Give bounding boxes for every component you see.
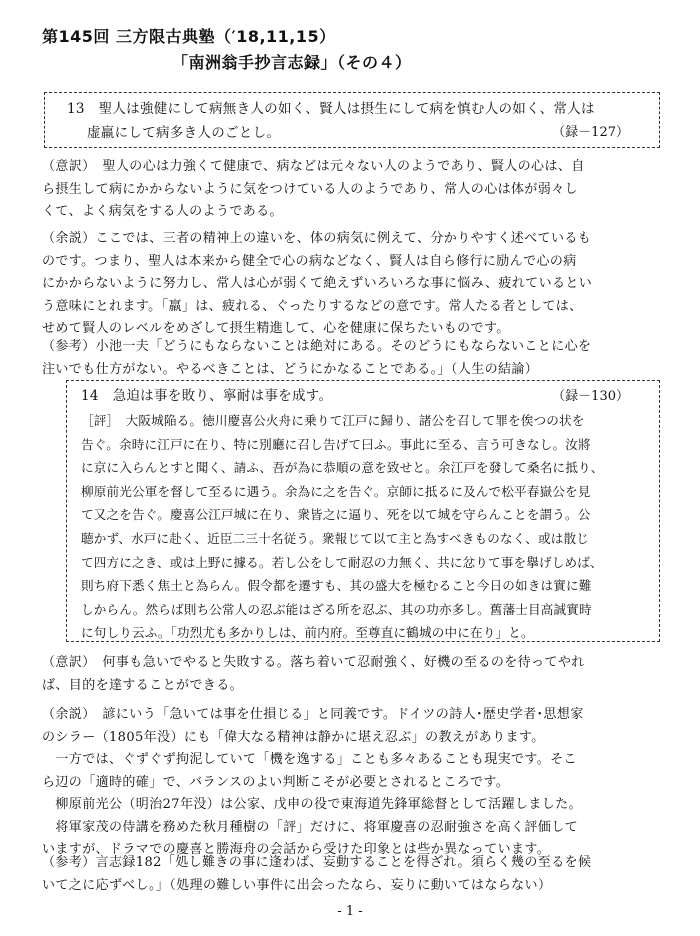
- text-line: にかからないように努力し、常人は心が弱くて絶えずいろいろな事に悩み、疲れているとい: [42, 276, 593, 291]
- saying-13-box: [44, 92, 660, 148]
- text-line: 柳原前光公（明治27年没）は公家、戊申の役で東海道先鋒軍総督として活躍しました。: [42, 797, 582, 812]
- text-line: 則ち府下悉く焦土と為らん。假令都を遷すも、其の盛大を極むること今日の如きは實に難: [81, 578, 592, 594]
- saying-14-ref: （録－130）: [552, 389, 629, 404]
- text-line: ［評］ 大阪城陥る。徳川慶喜公火舟に乗りて江戸に歸り、諸公を召して罪を俟つの状を: [81, 413, 585, 428]
- text-line: （余説） 諺にいう「急いては事を仕損じる」と同義です。ドイツの詩人･歴史学者･思想家: [42, 707, 584, 722]
- reference-13: [42, 336, 664, 381]
- translation-13: [42, 156, 664, 224]
- saying-14-line: 14 急迫は事を敗り、寧耐は事を成す。: [81, 388, 333, 404]
- text-line: くて、よく病気をする人のようである。: [42, 204, 283, 219]
- text-line: のです。つまり、聖人は本来から健全で心の病などなく、賢人は自ら修行に励んで心の病: [42, 253, 577, 269]
- text-line: う意味にとれます。「羸」は、疲れる、ぐったりするなどの意です。常人たる者としては、: [42, 298, 583, 314]
- text-line: せめて賢人のレベルをめざして摂生精進して、心を健康に保ちたいものです。: [42, 321, 510, 336]
- saying-14-evaluation: [81, 409, 649, 645]
- text-line: 聴かず、水戸に赴く、近臣二三十名従う。衆報じて以て主と為すべきものなく、或は散じ: [81, 530, 589, 546]
- text-line: しからん。然らば則ち公常人の忍ぶ能はざる所を忍ぶ、其の功亦多し。舊藩士目高誠實時: [81, 601, 592, 617]
- reference-14: [42, 852, 664, 897]
- text-line: ら辺の「適時的確」で、バランスのよい判断こそが必要とされるところです。: [42, 774, 510, 790]
- text-line: （参考）言志録182「処し難きの事に逢わば、妄動することを得ざれ。須らく幾の至るを候: [42, 855, 592, 870]
- text-line: 将軍家茂の侍講を務めた秋月種樹の「評」だけに、将軍慶喜の忍耐強さを高く評価して: [42, 819, 579, 835]
- saying-14-box: [66, 380, 660, 642]
- text-line: いて之に応ずべし。」（処理の難しい事件に出会ったなら、妄りに動いてはならない）: [42, 877, 552, 893]
- page-title: 第145回 三方限古典塾（′18,11,15）: [42, 27, 336, 46]
- text-line: 一方では、ぐずぐず拘泥していて「機を逸する」ことも多々あることも現実です。そこ: [42, 752, 577, 767]
- text-line: ば、目的を達することができる。: [42, 677, 244, 693]
- text-line: （意訳） 聖人の心は力強くて健康で、病などは元々ない人のようであり、賢人の心は、自: [42, 159, 585, 174]
- text-line: に句しり云ふ。「功烈尤も多かりしは、前内府。至尊直に鶴城の中に在り」と。: [81, 625, 534, 641]
- commentary-13: [42, 228, 664, 341]
- text-line: いますが、ドラマでの慶喜と勝海舟の会話から受けた印象とは些か異なっています。: [42, 842, 551, 857]
- commentary-14: [42, 704, 664, 862]
- text-line: ら摂生して病にかからないように気をつけている人のようであり、常人の心は体が弱々し: [42, 181, 579, 197]
- text-line: のシラー（1805年没）にも「偉大なる精神は静かに堪え忍ぶ」の教えがあります。: [42, 729, 545, 745]
- translation-14: [42, 652, 664, 697]
- text-line: 柳原前光公軍を督して至るに遇う。余為に之を告ぐ。京師に抵るに及んで松平春嶽公を見: [81, 483, 591, 499]
- saying-13-line-1: 13 聖人は強健にして病無き人の如く、賢人は摂生にして病を慎む人の如く、常人は: [67, 101, 595, 117]
- text-line: （意訳） 何事も急いでやると失敗する。落ち着いて忍耐強く、好機の至るのを待ってやれ: [42, 655, 585, 670]
- page-number: - 1 -: [337, 904, 363, 919]
- text-line: （参考）小池一夫「どうにもならないことは絶対にある。そのどうにもならないことに心を: [42, 339, 592, 354]
- page-subtitle: 「南洲翁手抄言志録」（その４）: [172, 53, 412, 72]
- text-line: 注いでも仕方がない。やるべきことは、どうにかなることである。」（人生の結論）: [42, 361, 539, 377]
- saying-13-line-2: 虚羸にして病多き人のごとし。: [87, 125, 281, 141]
- text-line: 告ぐ。余時に江戸に在り、特に別廳に召し告げて曰ふ。事此に至る、言う可きなし。汝將: [81, 436, 591, 452]
- saying-13-ref: （録－127）: [552, 125, 629, 140]
- text-line: て四方に之き、或は上野に據る。若し公をして耐忍の力無く、共に忿りて事を擧げしめば、: [81, 554, 603, 570]
- text-line: て又之を告ぐ。慶喜公江戸城に在り、衆皆之に逼り、死を以て城を守らんことを謂う。公: [81, 507, 591, 523]
- text-line: に京に入らんとすと聞く、請ふ、吾が為に恭順の意を致せと。余江戸を發して桑名に抵り、: [81, 460, 604, 476]
- text-line: （余説）ここでは、三者の精神上の違いを、体の病気に例えて、分かりやすく述べているも: [42, 231, 592, 246]
